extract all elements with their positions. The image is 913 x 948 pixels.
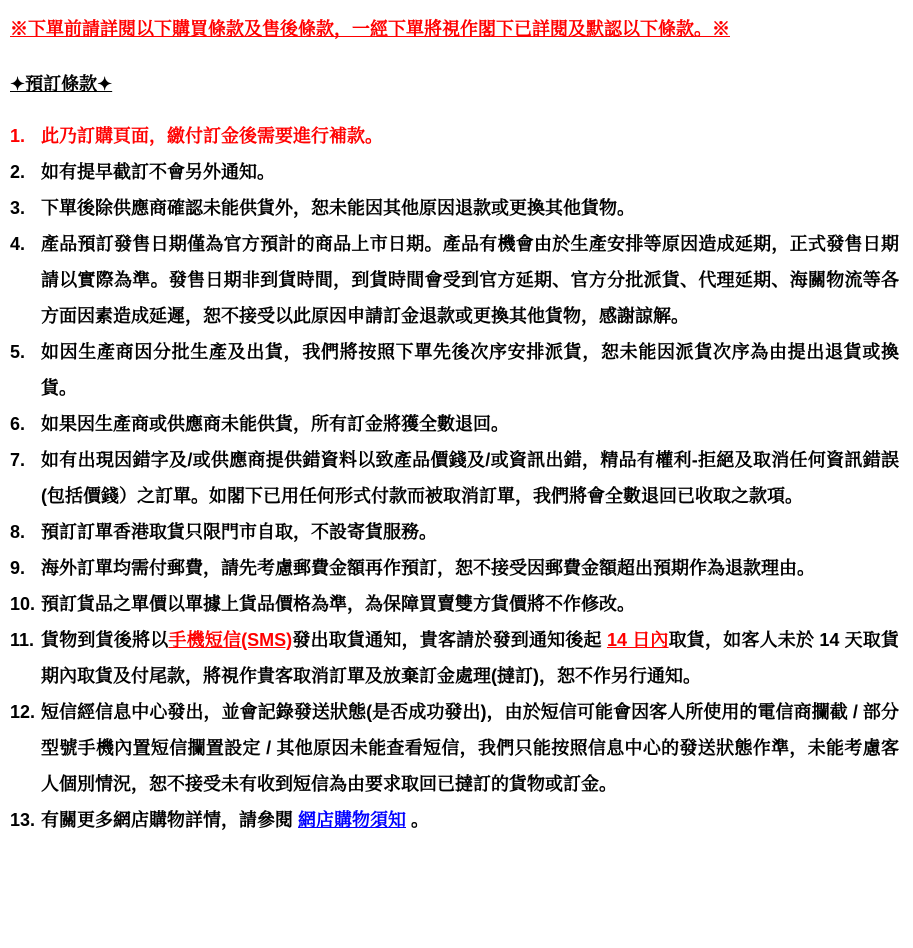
term-text [41, 514, 899, 550]
term-item-8 [10, 514, 899, 550]
term-number: 10. [10, 594, 36, 614]
term-number: 9. [10, 558, 26, 578]
term-item-6 [10, 406, 899, 442]
term-item-2 [10, 154, 899, 190]
terms-list [10, 118, 899, 838]
term-text [41, 442, 899, 514]
term-number: 7. [10, 450, 26, 470]
term-item-10 [10, 586, 899, 622]
term-text-segment: 此乃訂購頁面，繳付訂金後需要進行補款。 [41, 126, 383, 146]
term-text-segment: 如果因生產商或供應商未能供貨，所有訂金將獲全數退回。 [41, 414, 509, 434]
term-text [41, 334, 899, 406]
term-text [41, 406, 899, 442]
term-text-segment: 如有出現因錯字及/或供應商提供錯資料以致產品價錢及/或資訊出錯，精品有權利-拒絕及取消任何資訊錯誤(包括價錢）之訂單。如閣下已用任何形式付款而被取消訂單，我們將會全數退回已收取之款項。 [41, 450, 899, 506]
term-number: 8. [10, 522, 26, 542]
term-text-segment: 預訂訂單香港取貨只限門市自取，不設寄貨服務。 [41, 522, 437, 542]
term-text [41, 694, 899, 802]
term-item-5 [10, 334, 899, 406]
term-text [41, 190, 899, 226]
term-text [41, 622, 899, 694]
term-item-3 [10, 190, 899, 226]
term-text-segment: 貨物到貨後將以 [41, 630, 169, 650]
shop-guide-link[interactable]: 網店購物須知 [298, 810, 406, 830]
term-text-segment: 。 [406, 810, 430, 830]
highlighted-term-text: 14 日內 [606, 630, 669, 650]
page-title: ※下單前請詳閱以下購買條款及售後條款，一經下單將視作閣下已詳閱及默認以下條款。※ [10, 19, 730, 39]
term-text [41, 586, 899, 622]
term-text-segment: 如有提早截訂不會另外通知。 [41, 162, 275, 182]
term-item-12 [10, 694, 899, 802]
term-number: 4. [10, 234, 26, 254]
highlighted-term-text: 手機短信(SMS) [168, 630, 293, 650]
term-item-9 [10, 550, 899, 586]
term-number: 5. [10, 342, 26, 362]
term-text [41, 154, 899, 190]
term-text [41, 226, 899, 334]
term-number: 11. [10, 630, 35, 650]
term-item-11 [10, 622, 899, 694]
term-item-1 [10, 118, 899, 154]
term-number: 1. [10, 126, 26, 146]
term-item-4 [10, 226, 899, 334]
term-item-13 [10, 802, 899, 838]
term-text [41, 118, 899, 154]
section-header-preorder-terms: ✦預訂條款✦ [10, 74, 113, 94]
term-text-segment: 預訂貨品之單價以單據上貨品價格為準，為保障買賣雙方貨價將不作修改。 [41, 594, 635, 614]
term-text-segment: 有關更多網店購物詳情，請參閱 [41, 810, 298, 830]
term-text [41, 802, 899, 838]
term-text-segment: 取貨，如客人未於 14 天取貨期內取貨及付尾款，將視作貴客取消訂單及放棄訂金處理(撻訂)，恕不作另行通知。 [41, 630, 899, 686]
term-number: 3. [10, 198, 26, 218]
term-number: 12. [10, 702, 36, 722]
term-number: 13. [10, 810, 36, 830]
term-item-7 [10, 442, 899, 514]
term-text-segment: 如因生產商因分批生產及出貨，我們將按照下單先後次序安排派貨，恕未能因派貨次序為由提出退貨或換貨。 [41, 342, 899, 398]
term-text [41, 550, 899, 586]
term-text-segment: 發出取貨通知，貴客請於發到通知後起 [292, 630, 607, 650]
term-text-segment: 短信經信息中心發出，並會記錄發送狀態(是否成功發出)，由於短信可能會因客人所使用的電信商攔截 / 部分型號手機內置短信攔置設定 / 其他原因未能查看短信，我們只能按照信息中心的發送狀態作準，未能考慮客人個別情況，恕不接受未有收到短信為由要求取回已撻訂的貨物或訂金。 [41, 702, 899, 794]
term-number: 2. [10, 162, 26, 182]
term-text-segment: 海外訂單均需付郵費，請先考慮郵費金額再作預訂，恕不接受因郵費金額超出預期作為退款理由。 [41, 558, 815, 578]
term-text-segment: 產品預訂發售日期僅為官方預計的商品上市日期。產品有機會由於生產安排等原因造成延期，正式發售日期請以實際為準。發售日期非到貨時間，到貨時間會受到官方延期、官方分批派貨、代理延期、海關物流等各方面因素造成延遲，恕不接受以此原因申請訂金退款或更換其他貨物，感謝諒解。 [41, 234, 899, 326]
term-number: 6. [10, 414, 26, 434]
term-text-segment: 下單後除供應商確認未能供貨外，恕未能因其他原因退款或更換其他貨物。 [41, 198, 635, 218]
